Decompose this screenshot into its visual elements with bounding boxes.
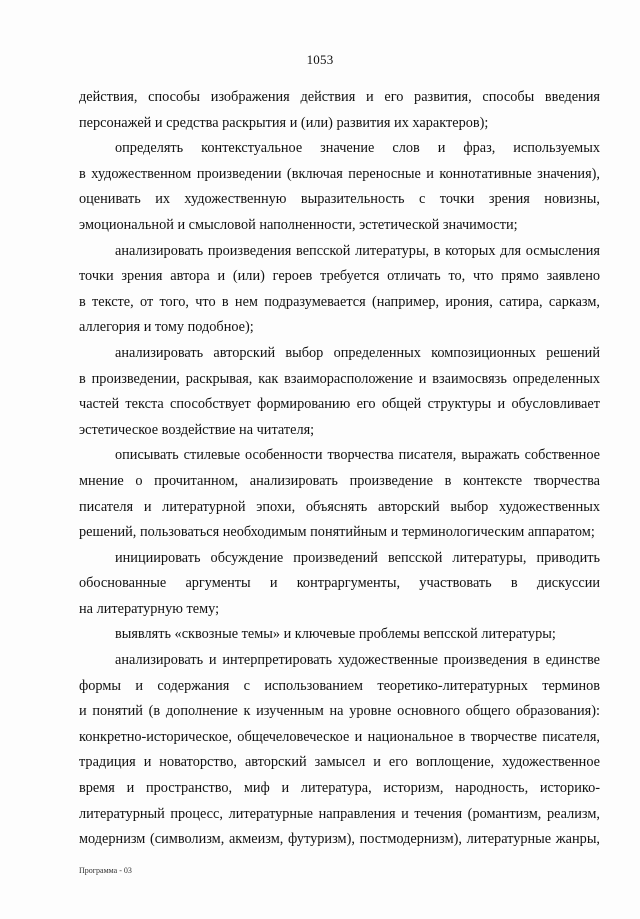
- text-line: конкретно-историческое, общечеловеческое и национальное в творчестве писателя,: [79, 728, 600, 745]
- text-line: формы и содержания с использованием теоретико-литературных терминов: [79, 677, 600, 694]
- text-line: модернизм (символизм, акмеизм, футуризм), постмодернизм), литературные жанры,: [79, 831, 600, 848]
- text-line: персонажей и средства раскрытия и (или) развития их характеров);: [79, 114, 489, 131]
- text-line: описывать стилевые особенности творчества писателя, выражать собственное: [115, 447, 600, 464]
- text-line: мнение о прочитанном, анализировать произведение в контексте творчества: [79, 472, 600, 489]
- text-line: на литературную тему;: [79, 600, 220, 617]
- text-line: и понятий (в дополнение к изученным на уровне основного общего образования):: [79, 703, 600, 720]
- page-number: 1053: [306, 52, 334, 67]
- text-line: выявлять «сквозные темы» и ключевые проблемы вепсской литературы;: [115, 626, 556, 643]
- text-line: анализировать и интерпретировать художественные произведения в единстве: [115, 652, 600, 669]
- text-line: традиция и новаторство, авторский замысел и его воплощение, художественное: [79, 754, 600, 771]
- text-line: эстетическое воздействие на читателя;: [79, 421, 315, 438]
- text-line: аллегория и тому подобное);: [79, 319, 254, 336]
- text-line: в произведении, раскрывая, как взаиморасположение и взаимосвязь определенных: [79, 370, 600, 387]
- text-line: инициировать обсуждение произведений вепсской литературы, приводить: [115, 549, 600, 566]
- text-line: частей текста способствует формированию его общей структуры и обусловливает: [79, 396, 600, 413]
- text-line: точки зрения автора и (или) героев требуется отличать то, что прямо заявлено: [79, 268, 600, 285]
- text-line: оценивать их художественную выразительность с точки зрения новизны,: [79, 191, 600, 208]
- text-line: писателя и литературной эпохи, объяснять авторский выбор художественных: [79, 498, 600, 515]
- text-line: анализировать авторский выбор определенных композиционных решений: [115, 344, 600, 361]
- page-footer: Программа - 03: [79, 866, 132, 875]
- text-line: определять контекстуальное значение слов и фраз, используемых: [115, 140, 600, 157]
- text-line: литературный процесс, литературные направления и течения (романтизм, реализм,: [79, 805, 600, 822]
- text-line: время и пространство, миф и литература, историзм, народность, историко-: [79, 780, 600, 797]
- text-line: действия, способы изображения действия и его развития, способы введения: [79, 89, 600, 105]
- text-line: в тексте, от того, что в нем подразумевается (например, ирония, сатира, сарказм,: [79, 293, 600, 310]
- text-line: решений, пользоваться необходимым понятийным и терминологическим аппаратом;: [79, 524, 595, 541]
- text-line: обоснованные аргументы и контраргументы, участвовать в дискуссии: [79, 575, 600, 592]
- text-line: в художественном произведении (включая переносные и коннотативные значения),: [79, 165, 600, 182]
- body-text: [79, 85, 600, 853]
- text-line: эмоциональной и смысловой наполненности, эстетической значимости;: [79, 216, 518, 233]
- text-line: анализировать произведения вепсской литературы, в которых для осмысления: [115, 242, 600, 259]
